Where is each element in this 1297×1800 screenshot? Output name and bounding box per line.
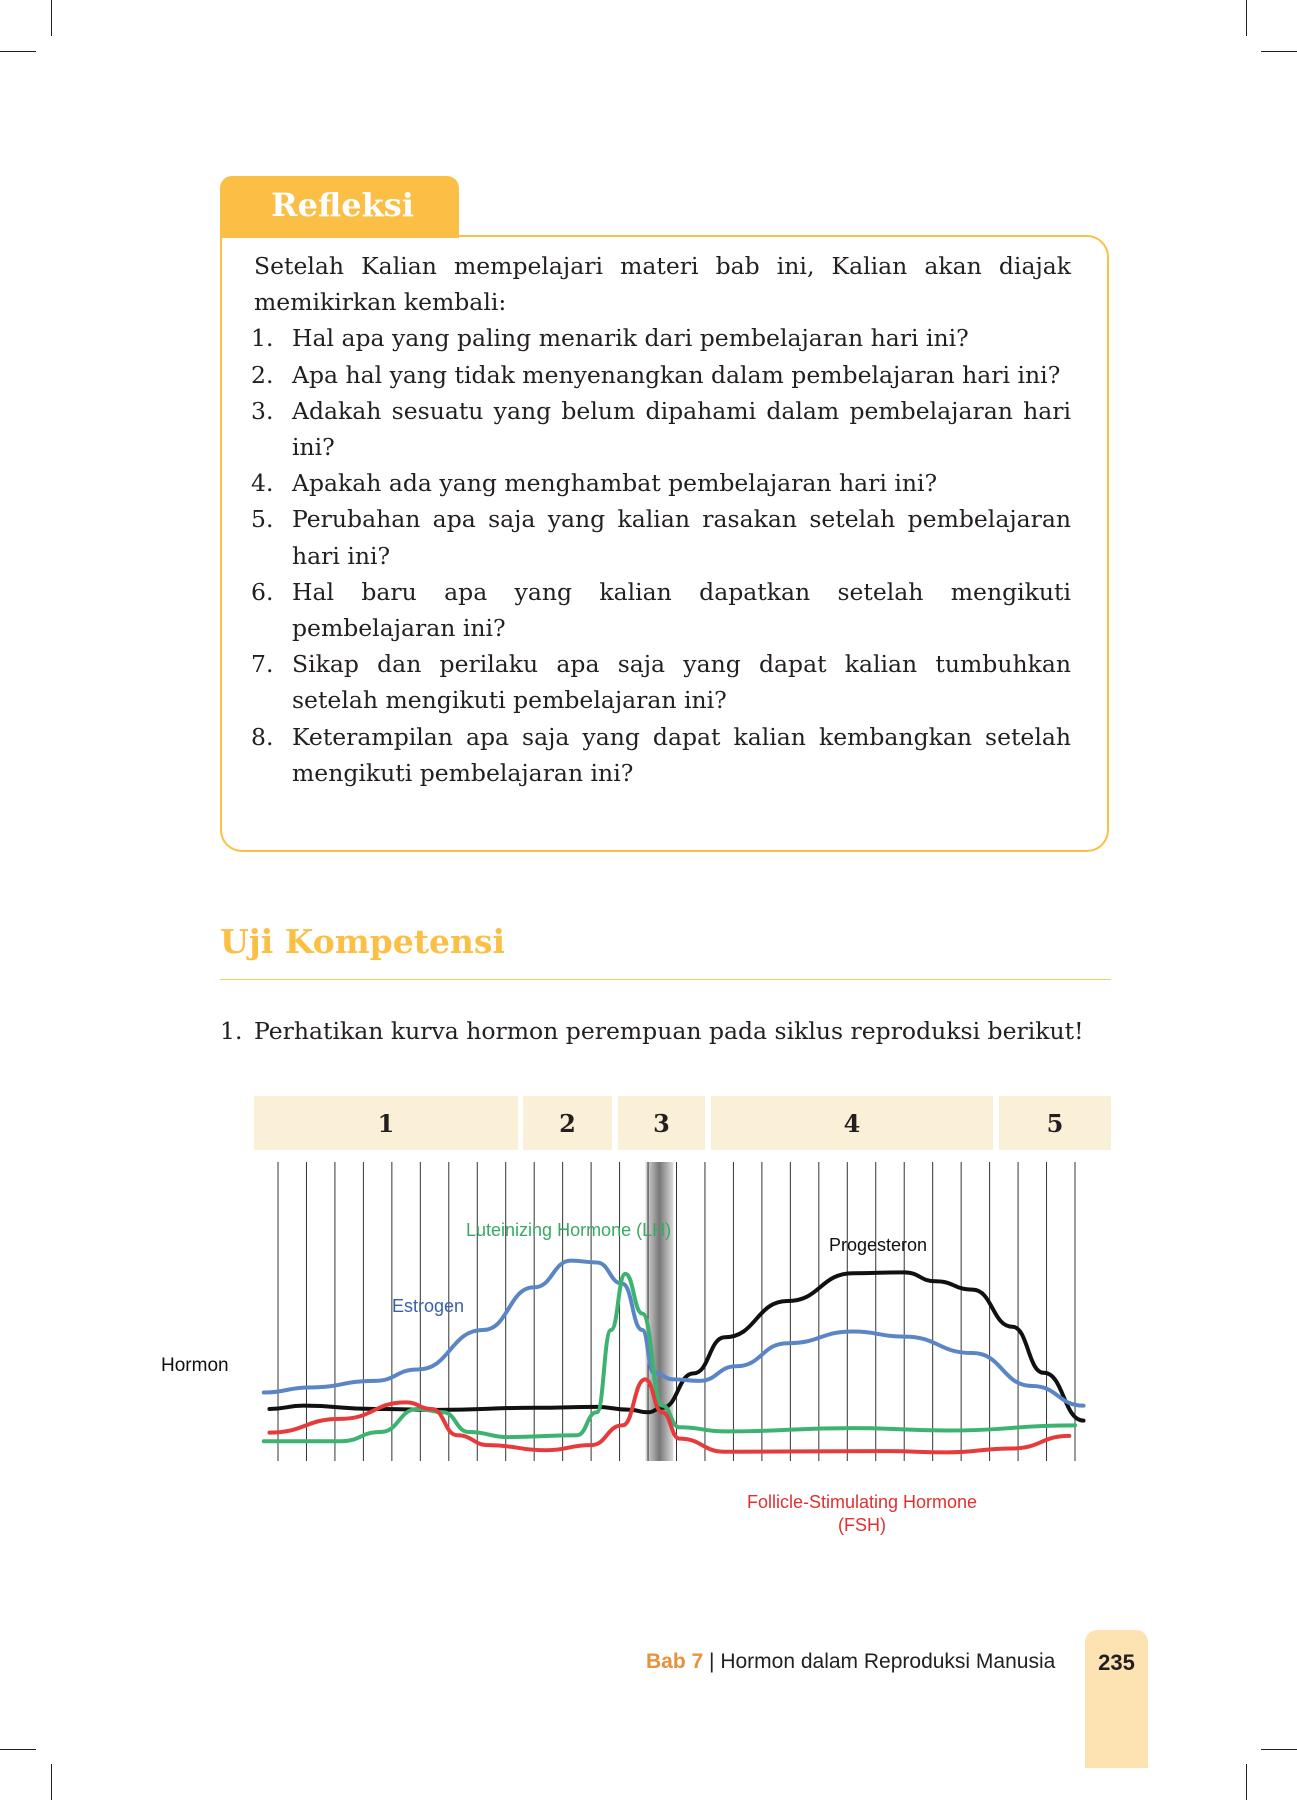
question-number: 1. xyxy=(220,1017,243,1045)
item-text: Apakah ada yang menghambat pembelajaran hari ini? xyxy=(292,469,938,498)
item-number: 2. xyxy=(251,360,274,389)
label-fsh-abbr: (FSH) xyxy=(838,1515,886,1535)
item-text: Apa hal yang tidak menyenangkan dalam pembelajaran hari ini? xyxy=(292,360,1061,389)
phase-header-5: 5 xyxy=(999,1096,1111,1150)
item-number: 3. xyxy=(251,396,274,425)
phase-header-1: 1 xyxy=(254,1096,518,1150)
item-text: Hal baru apa yang kalian dapatkan setelah mengikuti pembelajaran ini? xyxy=(292,577,1071,643)
phase-header-3: 3 xyxy=(618,1096,705,1150)
refleksi-intro: Setelah Kalian mempelajari materi bab ini, Kalian akan diajak memikirkan kembali: xyxy=(254,252,1071,317)
item-number: 1. xyxy=(251,324,274,353)
item-number: 6. xyxy=(251,577,274,606)
footer-chapter: Bab 7 xyxy=(646,1650,704,1673)
refleksi-title: Refleksi xyxy=(271,186,414,224)
item-text: Sikap dan perilaku apa saja yang dapat kalian tumbuhkan setelah mengikuti pembelajaran ini? xyxy=(292,650,1071,715)
label-lh: Luteinizing Hormone (LH) xyxy=(466,1220,672,1240)
page-number-tab xyxy=(1085,1630,1148,1768)
section-title: Uji Kompetensi xyxy=(220,922,506,961)
item-number: 5. xyxy=(251,505,274,534)
item-text: Keterampilan apa saja yang dapat kalian kembangkan setelah mengikuti pembelajaran ini? xyxy=(292,722,1071,787)
phase-header-4: 4 xyxy=(711,1096,993,1150)
page-number: 235 xyxy=(1098,1650,1135,1675)
footer-separator: | xyxy=(703,1650,721,1673)
label-fsh: Follicle-Stimulating Hormone xyxy=(746,1492,978,1512)
footer xyxy=(646,1650,1055,1674)
footer-title: Hormon dalam Reproduksi Manusia xyxy=(720,1650,1056,1673)
label-progesteron: Progesteron xyxy=(829,1235,928,1255)
item-text: Hal apa yang paling menarik dari pembelajaran hari ini? xyxy=(292,324,969,353)
phase-header-2: 2 xyxy=(523,1096,612,1150)
series-estrogen xyxy=(264,1261,1084,1406)
ylabel: Hormon xyxy=(161,1355,229,1376)
item-number: 8. xyxy=(251,722,274,751)
item-text: Adakah sesuatu yang belum dipahami dalam pembelajaran hari ini? xyxy=(292,396,1071,462)
item-number: 4. xyxy=(251,469,274,498)
item-number: 7. xyxy=(251,650,274,679)
label-estrogen: Estrogen xyxy=(392,1296,465,1316)
item-text: Perubahan apa saja yang kalian rasakan setelah pembelajaran hari ini? xyxy=(292,505,1071,570)
question-text: Perhatikan kurva hormon perempuan pada siklus reproduksi berikut! xyxy=(254,1017,1084,1045)
